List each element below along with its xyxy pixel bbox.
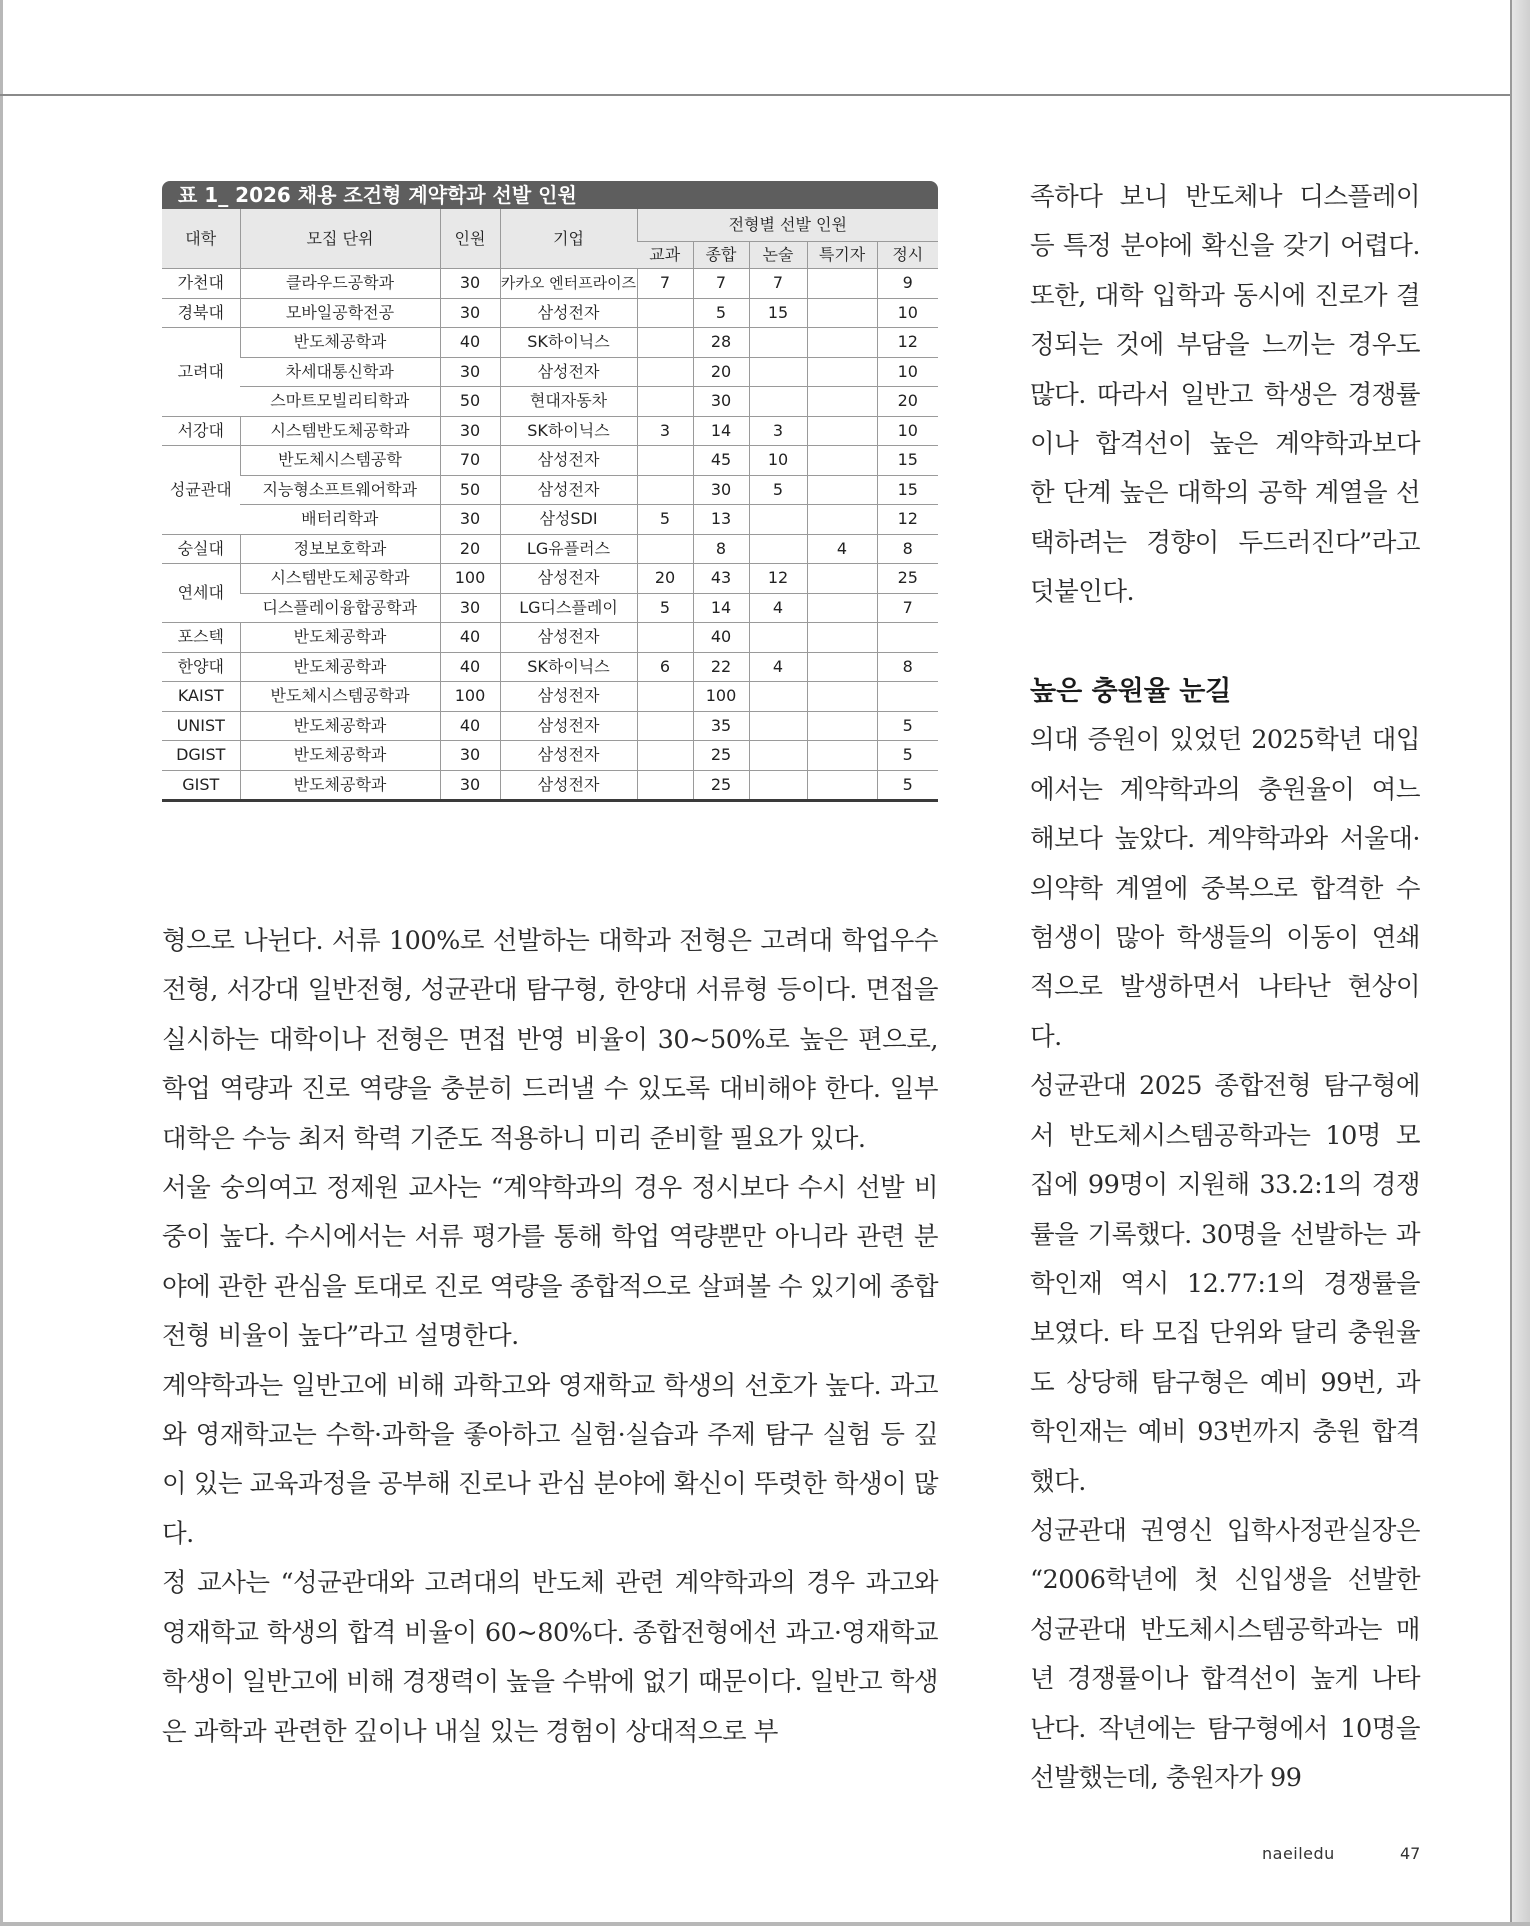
table-row (162, 505, 938, 535)
cell-jeongsi: 10 (877, 298, 938, 328)
cell-company: 삼성SDI (500, 505, 637, 535)
cell-gyogwa: 5 (637, 505, 693, 535)
cell-unit: 반도체공학과 (240, 328, 440, 358)
cell-university: 연세대 (162, 564, 240, 623)
cell-company: 삼성전자 (500, 682, 637, 712)
cell-jeongsi: 10 (877, 416, 938, 446)
cell-teukgija (807, 475, 877, 505)
cell-gyogwa (637, 446, 693, 476)
section-heading: 높은 충원율 눈길 (1030, 676, 1232, 708)
cell-count: 30 (440, 416, 500, 446)
cell-company: SK하이닉스 (500, 652, 637, 682)
cell-jonghap: 25 (693, 770, 749, 801)
section-spacer (1030, 618, 1420, 667)
table-grid (162, 209, 938, 802)
cell-jeongsi: 12 (877, 505, 938, 535)
cell-company: 삼성전자 (500, 564, 637, 594)
cell-teukgija (807, 623, 877, 653)
cell-gyogwa (637, 682, 693, 712)
cell-jeongsi: 7 (877, 593, 938, 623)
cell-teukgija (807, 652, 877, 682)
cell-gyogwa (637, 328, 693, 358)
header-nonsul: 논술 (749, 242, 807, 269)
cell-teukgija (807, 416, 877, 446)
cell-unit: 반도체공학과 (240, 711, 440, 741)
cell-jonghap: 45 (693, 446, 749, 476)
cell-university: 숭실대 (162, 534, 240, 564)
header-company: 기업 (500, 209, 637, 269)
header-jeongsi: 정시 (877, 242, 938, 269)
cell-teukgija (807, 269, 877, 299)
cell-university: 경북대 (162, 298, 240, 328)
cell-unit: 디스플레이융합공학과 (240, 593, 440, 623)
cell-university: 고려대 (162, 328, 240, 417)
page-left-edge (0, 0, 3, 1926)
header-gyogwa: 교과 (637, 242, 693, 269)
cell-gyogwa (637, 623, 693, 653)
cell-count: 30 (440, 269, 500, 299)
cell-jonghap: 28 (693, 328, 749, 358)
cell-nonsul: 7 (749, 269, 807, 299)
cell-teukgija: 4 (807, 534, 877, 564)
cell-unit: 반도체공학과 (240, 652, 440, 682)
cell-unit: 클라우드공학과 (240, 269, 440, 299)
cell-teukgija (807, 564, 877, 594)
cell-jonghap: 30 (693, 387, 749, 417)
cell-count: 50 (440, 387, 500, 417)
cell-nonsul (749, 534, 807, 564)
cell-nonsul: 3 (749, 416, 807, 446)
cell-unit: 정보보호학과 (240, 534, 440, 564)
table-row (162, 534, 938, 564)
cell-nonsul (749, 505, 807, 535)
cell-company: 삼성전자 (500, 298, 637, 328)
cell-unit: 스마트모빌리티학과 (240, 387, 440, 417)
cell-count: 40 (440, 711, 500, 741)
cell-unit: 차세대통신학과 (240, 357, 440, 387)
cell-jonghap: 14 (693, 416, 749, 446)
cell-gyogwa: 3 (637, 416, 693, 446)
cell-company: 삼성전자 (500, 475, 637, 505)
cell-unit: 반도체공학과 (240, 770, 440, 801)
cell-unit: 반도체공학과 (240, 741, 440, 771)
cell-nonsul: 15 (749, 298, 807, 328)
cell-company: 카카오 엔터프라이즈 (500, 269, 637, 299)
right-column (1030, 173, 1420, 1803)
cell-gyogwa (637, 534, 693, 564)
table-row (162, 741, 938, 771)
header-jonghap: 종합 (693, 242, 749, 269)
table-row (162, 475, 938, 505)
cell-jeongsi: 5 (877, 741, 938, 771)
cell-jeongsi: 15 (877, 446, 938, 476)
table-row (162, 623, 938, 653)
table-row (162, 298, 938, 328)
table-row (162, 416, 938, 446)
right-paragraph: 성균관대 권영신 입학사정관실장은 “2006학년에 첫 신입생을 선발한 성균관대 반도체시스템공학과는 매년 경쟁률이나 합격선이 높게 나타난다. 작년에는 탐구형에서 10명을 선발했는데, 충원자가 99 (1030, 1515, 1420, 1793)
cell-count: 30 (440, 298, 500, 328)
cell-count: 30 (440, 505, 500, 535)
header-group: 전형별 선발 인원 (637, 209, 938, 242)
cell-gyogwa: 20 (637, 564, 693, 594)
recruitment-table (162, 181, 938, 802)
table-row (162, 564, 938, 594)
cell-nonsul (749, 387, 807, 417)
cell-nonsul (749, 623, 807, 653)
cell-count: 40 (440, 652, 500, 682)
cell-gyogwa (637, 475, 693, 505)
left-paragraph: 정 교사는 “성균관대와 고려대의 반도체 관련 계약학과의 경우 과고와 영재학교 학생의 합격 비율이 60~80%다. 종합전형에선 과고·영재학교 학생이 일반고에 비해 경쟁력이 높을 수밖에 없기 때문이다. 일반고 학생은 과학과 관련한 깊이나 내실 있는 경험이 상대적으로 부 (162, 1568, 938, 1747)
page-bottom-edge (0, 1922, 1530, 1926)
cell-count: 100 (440, 564, 500, 594)
header-unit: 모집 단위 (240, 209, 440, 269)
cell-unit: 시스템반도체공학과 (240, 564, 440, 594)
cell-count: 30 (440, 770, 500, 801)
cell-gyogwa (637, 387, 693, 417)
cell-nonsul (749, 770, 807, 801)
cell-teukgija (807, 741, 877, 771)
cell-count: 20 (440, 534, 500, 564)
cell-gyogwa: 6 (637, 652, 693, 682)
cell-nonsul: 5 (749, 475, 807, 505)
cell-unit: 시스템반도체공학과 (240, 416, 440, 446)
table-row (162, 387, 938, 417)
page-top-rule (0, 94, 1520, 96)
cell-nonsul: 10 (749, 446, 807, 476)
cell-count: 30 (440, 593, 500, 623)
cell-teukgija (807, 387, 877, 417)
cell-nonsul (749, 357, 807, 387)
right-paragraph: 의대 증원이 있었던 2025학년 대입에서는 계약학과의 충원율이 여느 해보다 높았다. 계약학과와 서울대·의약학 계열에 중복으로 합격한 수험생이 많아 학생들의 이동이 연쇄적으로 발생하면서 나타난 현상이다. (1030, 725, 1420, 1052)
cell-jeongsi: 10 (877, 357, 938, 387)
cell-gyogwa (637, 741, 693, 771)
cell-company: 삼성전자 (500, 711, 637, 741)
cell-jonghap: 25 (693, 741, 749, 771)
table-row (162, 770, 938, 801)
cell-teukgija (807, 682, 877, 712)
cell-jonghap: 30 (693, 475, 749, 505)
right-paragraph: 족하다 보니 반도체나 디스플레이 등 특정 분야에 확신을 갖기 어렵다. 또한, 대학 입학과 동시에 진로가 결정되는 것에 부담을 느끼는 경우도 많다. 따라서 일반고 학생은 경쟁률이나 합격선이 높은 계약학과보다 한 단계 높은 대학의 공학 계열을 선택하려는 경향이 두드러진다”라고 덧붙인다. (1030, 182, 1420, 608)
cell-jonghap: 13 (693, 505, 749, 535)
cell-count: 50 (440, 475, 500, 505)
table-row (162, 593, 938, 623)
table-row (162, 711, 938, 741)
header-teukgija: 특기자 (807, 242, 877, 269)
cell-university: KAIST (162, 682, 240, 712)
cell-jeongsi: 9 (877, 269, 938, 299)
page-right-edge (1510, 0, 1530, 1926)
cell-teukgija (807, 357, 877, 387)
cell-university: GIST (162, 770, 240, 801)
cell-jonghap: 22 (693, 652, 749, 682)
cell-jeongsi (877, 623, 938, 653)
cell-teukgija (807, 505, 877, 535)
cell-company: SK하이닉스 (500, 416, 637, 446)
footer-brand: naeiledu (1262, 1844, 1335, 1863)
cell-count: 40 (440, 623, 500, 653)
cell-company: 삼성전자 (500, 741, 637, 771)
cell-jeongsi (877, 682, 938, 712)
left-paragraph: 서울 숭의여고 정제원 교사는 “계약학과의 경우 정시보다 수시 선발 비중이 높다. 수시에서는 서류 평가를 통해 학업 역량뿐만 아니라 관련 분야에 관한 관심을 토대로 진로 역량을 종합적으로 살펴볼 수 있기에 종합전형 비율이 높다”라고 설명한다. (162, 1173, 938, 1352)
cell-jeongsi: 12 (877, 328, 938, 358)
cell-nonsul (749, 328, 807, 358)
cell-jeongsi: 8 (877, 534, 938, 564)
cell-gyogwa (637, 298, 693, 328)
left-paragraph: 계약학과는 일반고에 비해 과학고와 영재학교 학생의 선호가 높다. 과고와 영재학교는 수학·과학을 좋아하고 실험·실습과 주제 탐구 실험 등 깊이 있는 교육과정을 공부해 진로나 관심 분야에 확신이 뚜렷한 학생이 많다. (162, 1370, 938, 1549)
cell-unit: 반도체시스템공학 (240, 446, 440, 476)
table-title: 표 1_ 2026 채용 조건형 계약학과 선발 인원 (162, 181, 938, 209)
cell-jeongsi: 8 (877, 652, 938, 682)
cell-count: 30 (440, 357, 500, 387)
cell-teukgija (807, 593, 877, 623)
table-row (162, 357, 938, 387)
cell-company: 삼성전자 (500, 623, 637, 653)
table-row (162, 446, 938, 476)
cell-university: 한양대 (162, 652, 240, 682)
cell-nonsul: 4 (749, 652, 807, 682)
left-column (162, 917, 938, 1757)
cell-jonghap: 14 (693, 593, 749, 623)
cell-gyogwa: 5 (637, 593, 693, 623)
cell-jonghap: 43 (693, 564, 749, 594)
cell-company: LG유플러스 (500, 534, 637, 564)
cell-company: 삼성전자 (500, 357, 637, 387)
cell-company: SK하이닉스 (500, 328, 637, 358)
cell-nonsul: 4 (749, 593, 807, 623)
cell-gyogwa (637, 357, 693, 387)
cell-university: UNIST (162, 711, 240, 741)
header-university: 대학 (162, 209, 240, 269)
cell-jonghap: 7 (693, 269, 749, 299)
cell-unit: 반도체시스템공학과 (240, 682, 440, 712)
right-paragraph: 성균관대 2025 종합전형 탐구형에서 반도체시스템공학과는 10명 모집에 99명이 지원해 33.2:1의 경쟁률을 기록했다. 30명을 선발하는 과학인재 역시 12.77:1의 경쟁률을 보였다. 타 모집 단위와 달리 충원율도 상당해 탐구형은 예비 99번, 과학인재는 예비 93번까지 충원 합격했다. (1030, 1071, 1420, 1497)
cell-jonghap: 5 (693, 298, 749, 328)
cell-jonghap: 40 (693, 623, 749, 653)
cell-nonsul: 12 (749, 564, 807, 594)
table-row (162, 682, 938, 712)
cell-count: 30 (440, 741, 500, 771)
cell-unit: 모바일공학전공 (240, 298, 440, 328)
cell-jeongsi: 20 (877, 387, 938, 417)
cell-university: 가천대 (162, 269, 240, 299)
cell-company: LG디스플레이 (500, 593, 637, 623)
cell-jeongsi: 15 (877, 475, 938, 505)
cell-teukgija (807, 446, 877, 476)
cell-nonsul (749, 711, 807, 741)
cell-count: 100 (440, 682, 500, 712)
header-count: 인원 (440, 209, 500, 269)
cell-company: 삼성전자 (500, 446, 637, 476)
cell-nonsul (749, 741, 807, 771)
left-paragraph: 형으로 나뉜다. 서류 100%로 선발하는 대학과 전형은 고려대 학업우수전형, 서강대 일반전형, 성균관대 탐구형, 한양대 서류형 등이다. 면접을 실시하는 대학이나 전형은 면접 반영 비율이 30~50%로 높은 편으로, 학업 역량과 진로 역량을 충분히 드러낼 수 있도록 대비해야 한다. 일부 대학은 수능 최저 학력 기준도 적용하니 미리 준비할 필요가 있다. (162, 926, 938, 1154)
cell-count: 40 (440, 328, 500, 358)
cell-nonsul (749, 682, 807, 712)
cell-university: DGIST (162, 741, 240, 771)
cell-jonghap: 100 (693, 682, 749, 712)
cell-teukgija (807, 711, 877, 741)
cell-company: 삼성전자 (500, 770, 637, 801)
table-row (162, 269, 938, 299)
cell-unit: 반도체공학과 (240, 623, 440, 653)
cell-company: 현대자동차 (500, 387, 637, 417)
cell-unit: 지능형소프트웨어학과 (240, 475, 440, 505)
cell-jonghap: 20 (693, 357, 749, 387)
cell-teukgija (807, 328, 877, 358)
page-number: 47 (1400, 1844, 1421, 1863)
cell-university: 포스텍 (162, 623, 240, 653)
table-row (162, 652, 938, 682)
table-row (162, 328, 938, 358)
cell-teukgija (807, 770, 877, 801)
cell-gyogwa (637, 770, 693, 801)
cell-university: 성균관대 (162, 446, 240, 535)
cell-count: 70 (440, 446, 500, 476)
cell-teukgija (807, 298, 877, 328)
cell-jeongsi: 5 (877, 770, 938, 801)
cell-jonghap: 35 (693, 711, 749, 741)
cell-unit: 배터리학과 (240, 505, 440, 535)
cell-jonghap: 8 (693, 534, 749, 564)
cell-gyogwa (637, 711, 693, 741)
cell-jeongsi: 5 (877, 711, 938, 741)
cell-university: 서강대 (162, 416, 240, 446)
table-body (162, 269, 938, 801)
cell-jeongsi: 25 (877, 564, 938, 594)
cell-gyogwa: 7 (637, 269, 693, 299)
